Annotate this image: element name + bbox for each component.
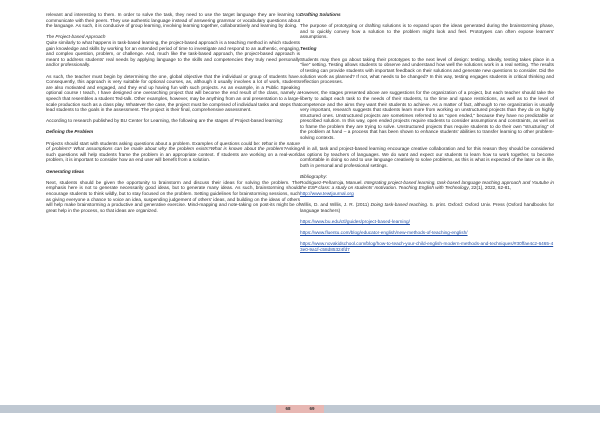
section-heading: Testing <box>300 45 317 51</box>
text-italic: Doing task-based teaching <box>370 202 428 208</box>
link[interactable]: https://www.novakidschool.com/blog/how-to-teach-your-child-english-modern-methods-and-techniques/#30ffae4c2-6465-43e0-9a1f-c58d85324fd7 <box>300 241 554 252</box>
paragraph: However, the stages presented above are suggestions for the organization of a project, but each teacher should take the liberty to adapt each task to the needs of their students, to the time and space restrictions, as well as to the level of competence and the aims they want their students to achieve. As a matter of fact, although to me organization is usually very important, research suggests that students learn more from working on unstructured projects than they do on highly structured ones. Unstructured projects are sometimes referred to as "open ended," because they have no predictable or prescribed solution. In this way, open ended projects require students to consider assumptions and constraints, as well as to frame the problem they are trying to solve. Unstructured projects thus require students to do their own "structuring" of the problem at hand – a process that has been shown to enhance students' abilities to transfer learning to other problem-solving contexts. <box>300 90 554 141</box>
right-column <box>300 12 554 258</box>
paragraph: Next, students should be given the opportunity to brainstorm and discuss their ideas for solving the problem. The emphasis here is not to generate necessarily good ideas, but to generate many ideas. As such, brainstorming should encourage students to think wildly, but to stay focused on the problem. Setting guidelines for brainstorming sessions, such as giving everyone a chance to voice an idea, suspending judgement of others' ideas, and building on the ideas of others will help make brainstorming a productive and generative exercise. Mind-mapping and note-taking on post-its might be of great help in the process, so that ideas are organized. <box>46 179 300 213</box>
paragraph: All in all, task and project-based learning encourage creative collaboration and for this reason they should be considered as options by teachers of languages. We do want and expect our students to learn how to work together, to become comfortable in doing so and to use language creatively to solve problems, as this is what is expected of the later on in life, both in personal and professional settings. <box>300 146 554 169</box>
section-heading: The Project-based Approach <box>46 34 106 40</box>
text: Asking such questions will help students frame the problem in an appropriate context. If students are working on a real-world problem, it is important to consider how an end user will benefit from a solution. <box>46 146 300 163</box>
bibliography-link[interactable] <box>300 241 554 252</box>
paragraph: relevant and interesting to them. In order to solve the task, they need to use the target language they are learning to communicate with their peers. They use authentic language instead of answering grammar or vocabulary questions about the language. As such, it is conducive of group learning, involving learning together, collaboratively and learning by doing. <box>46 12 300 29</box>
left-footer <box>0 397 300 424</box>
text-italic: Integrating project-based learning, task-based language teaching approach and Youtube in the ESP class: a study on students' motivation. Teaching English with Technology <box>300 179 554 191</box>
paragraph: As such, the teacher must begin by determining the one, global objective that the individual or group of students have. Consequently, this approach is very suitable for optional courses, as, although it usually involves a lot of work, students are also motivated and engaged, and they end up having fun with such projects. As an example, in a Public Speaking optional course I teach, I have designed one overarching project that will become the end result of the class, namely a speech that resembles a student Ted-talk. Other examples, however, may be anything from an oral presentation to a large-scale production such as a class play. Whatever the case, the project must be comprised of individual tasks and steps that lead students to the goals in the assessment. The project is their final, comprehensive assessment. <box>46 73 300 113</box>
bibliography-title: Bibliography: <box>300 174 328 180</box>
bibliography-link[interactable] <box>300 230 554 236</box>
bibliography-link[interactable] <box>300 219 554 225</box>
footer-bar <box>324 405 600 413</box>
page-number: 68 <box>285 406 291 411</box>
right-footer <box>300 397 600 424</box>
link[interactable]: http://www.tewtjournal.org <box>300 191 354 196</box>
paragraph <box>46 141 300 163</box>
page-number: 69 <box>309 406 315 411</box>
bibliography-entry <box>300 202 554 213</box>
left-column <box>46 12 300 219</box>
link[interactable]: https://www.bu.edu/ctl/guides/project-based-learning/ <box>300 218 410 224</box>
section-heading: Generating Ideas <box>46 168 85 174</box>
paragraph: The purpose of prototyping or drafting solutions is to expand upon the ideas generated during the brainstorming phase, and to quickly convey how a solution to the problem might look and feel. Prototypes can often expose learners' assumptions. <box>300 23 554 40</box>
text: , 22(1), 2022, 62-81, <box>468 185 512 191</box>
text: Rodriguez-Peñarroja, Manuel. <box>300 179 365 185</box>
bibliography-entry <box>300 180 554 191</box>
text-italic: What is the nature of problem? What assumptions can be made about why the problem exists?What is known about the problem? <box>46 140 300 152</box>
text: Projects should start with students asking questions about a problem. Examples of questions could be: <box>46 140 262 146</box>
text: Willis, D. and Willis, J. R. (2011) <box>300 202 371 208</box>
section-heading: Drafting Solutions <box>300 12 341 17</box>
bibliography-link[interactable] <box>300 191 554 197</box>
paragraph: According to research published by BU Center for Learning, the following are the stages of Project-based learning: <box>46 118 284 124</box>
section-heading: Defining the Problem <box>46 129 94 135</box>
text: . 5. print. Oxford: Oxford Univ. Press (Oxford handbooks for language teachers) <box>300 202 555 213</box>
paragraph: Students may then go about taking their prototypes to the next level of design: testing. Ideally, testing takes place in a "live" setting. Testing allows students to observe and understand how well the solutions work in a real setting. The results of testing can provide students with important feedback on their solutions and generate new questions to consider. Did the solution work as planned? If not, what needs to be changed? In this way, testing engages students in critical thinking and reflection processes. <box>300 56 554 85</box>
link[interactable]: https://www.fluentu.com/blog/educator-english/new-methods-of-teaching-english/ <box>300 230 468 236</box>
paragraph: Quite similarly to what happens in task-based learning, the project-based approach is a teaching method in which students gain knowledge and skills by working for an extended period of time to investigate and respond to an authentic, engaging, and complex question, problem, or challenge. And, much like the task-based approach, the project-based approach is meant to address students' real needs by applying language to the skills and competencies they truly need personally and/or professionally. <box>46 39 300 68</box>
footer-bar <box>0 405 276 413</box>
